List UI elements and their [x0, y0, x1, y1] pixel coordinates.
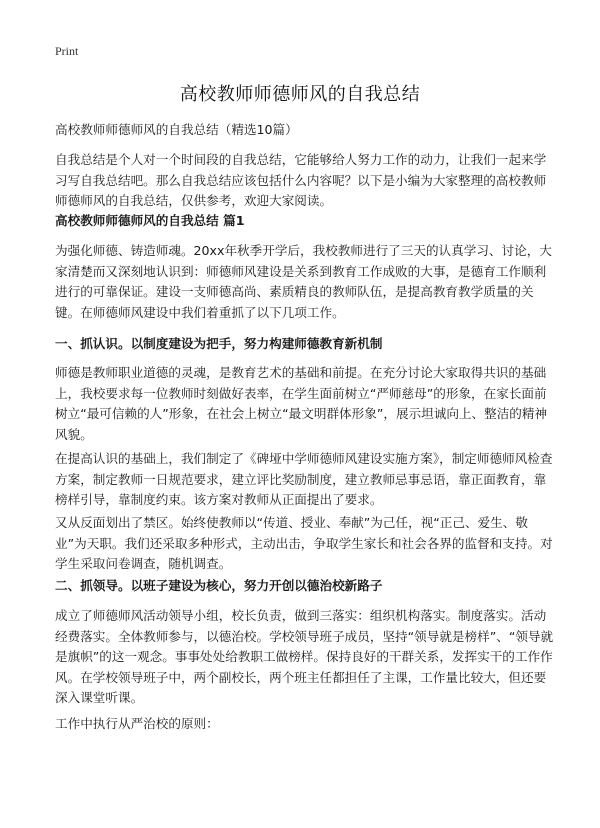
paragraph-4: 又从反面划出了禁区。始终使教师以“传道、授业、奉献”为己任，视“正己、爱生、敬业”为天职。我们还采取多种形式，主动出击，争取学生家长和社会各界的监督和支持。对学生采取问卷调查，随机调查。: [55, 515, 553, 571]
paragraph-2: 师德是教师职业道德的灵魂，是教育艺术的基础和前提。在充分讨论大家取得共识的基础上，我校要求每一位教师时刻做好表率，在学生面前树立“严师慈母”的形象，在家长面前树立“最可信赖的人”形象，在社会上树立“最文明群体形象”，展示坦诚向上、整洁的精神风貌。: [55, 365, 548, 442]
document-subtitle: 高校教师师德师风的自我总结（精选10篇）: [55, 122, 298, 137]
intro-paragraph: 自我总结是个人对一个时间段的自我总结，它能够给人努力工作的动力，让我们一起来学习写自我总结吧。那么自我总结应该包括什么内容呢？以下是小编为大家整理的高校教师师德师风的自我总结，仅供参考，欢迎大家阅读。: [55, 152, 547, 208]
article-heading: 高校教师师德师风的自我总结 篇1: [55, 213, 245, 228]
page-title: 高校教师师德师风的自我总结: [179, 84, 421, 105]
paragraph-5: 成立了师德师风活动领导小组，校长负责，做到三落实：组织机构落实。制度落实。活动经费落实。全体教师参与，以德治校。学校领导班子成员，坚持“领导就是榜样”、“领导就是旗帜”的这一观念。事事处处给教职工做榜样。保持良好的干群关系，发挥实干的工作作风。在学校领导班子中，两个副校长，两个班主任都担任了主课，工作量比较大，但还要深入课堂听课。: [55, 608, 554, 705]
print-link[interactable]: Print: [55, 44, 79, 58]
section-2-heading: 二、抓领导。以班子建设为核心，努力开创以德治校新路子: [55, 578, 383, 593]
section-1-heading: 一、抓认识。以制度建设为把手，努力构建师德教育新机制: [55, 336, 383, 351]
paragraph-3: 在提高认识的基础上，我们制定了《碑垭中学师德师风建设实施方案》，制定师德师风检查方案，制定教师一日规范要求，建立评比奖励制度，建立教师忌事忌语，靠正面教育，靠榜样引导，靠制度约束。该方案对教师从正面提出了要求。: [55, 451, 553, 507]
paragraph-6: 工作中执行从严治校的原则：: [55, 716, 219, 731]
paragraph-1: 为强化师德、铸造师魂。20xx年秋季开学后，我校教师进行了三天的认真学习、讨论，大家清楚而又深刻地认识到：师德师风建设是关系到教育工作成败的大事，是德育工作顺利进行的可靠保证。建设一支师德高尚、素质精良的教师队伍，是提高教育教学质量的关键。在师德师风建设中我们着重抓了以下几项工作。: [55, 243, 552, 320]
